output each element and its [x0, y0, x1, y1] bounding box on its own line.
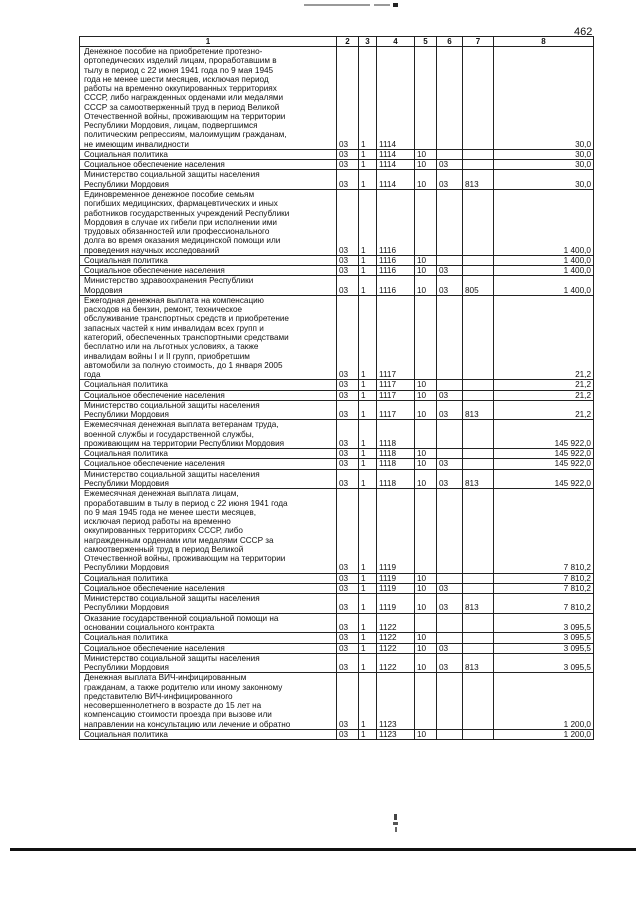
- row-amount: 1 400,0: [494, 255, 594, 265]
- row-col-3: 1: [359, 633, 377, 643]
- row-col-6: 03: [437, 276, 463, 296]
- row-col-6: [437, 420, 463, 449]
- row-col-7: 813: [463, 400, 494, 420]
- row-col-5: 10: [415, 390, 437, 400]
- row-col-7: [463, 489, 494, 573]
- page-bottom-rule: [10, 848, 636, 851]
- table-header-row: [80, 37, 594, 47]
- row-col-3: 1: [359, 489, 377, 573]
- row-col-4: 1116: [377, 276, 415, 296]
- table-row: [80, 643, 594, 653]
- row-col-5: [415, 489, 437, 573]
- row-col-5: [415, 190, 437, 256]
- row-col-7: [463, 255, 494, 265]
- row-amount: 21,2: [494, 295, 594, 379]
- row-col-7: [463, 380, 494, 390]
- row-description: Министерство социальной защиты населения Республики Мордовия: [80, 170, 337, 190]
- row-col-2: 03: [337, 255, 359, 265]
- row-col-5: [415, 47, 437, 150]
- row-description: Министерство социальной защиты населения Республики Мордовия: [80, 469, 337, 489]
- row-col-2: 03: [337, 469, 359, 489]
- row-col-7: [463, 613, 494, 633]
- row-col-6: [437, 255, 463, 265]
- row-amount: 1 400,0: [494, 276, 594, 296]
- row-description: Оказание государственной социальной помощи на основании социального контракта: [80, 613, 337, 633]
- row-col-4: 1114: [377, 47, 415, 150]
- row-description: Министерство социальной защиты населения Республики Мордовия: [80, 653, 337, 673]
- row-amount: 3 095,5: [494, 613, 594, 633]
- row-col-7: 813: [463, 594, 494, 614]
- row-col-3: 1: [359, 573, 377, 583]
- row-col-2: 03: [337, 489, 359, 573]
- row-col-3: 1: [359, 266, 377, 276]
- row-amount: 21,2: [494, 390, 594, 400]
- row-col-5: 10: [415, 380, 437, 390]
- row-col-7: 813: [463, 653, 494, 673]
- table-row: [80, 613, 594, 633]
- row-amount: 3 095,5: [494, 643, 594, 653]
- row-col-3: 1: [359, 190, 377, 256]
- row-description: Социальная политика: [80, 729, 337, 739]
- table-row: [80, 583, 594, 593]
- row-amount: 1 400,0: [494, 190, 594, 256]
- row-col-4: 1118: [377, 449, 415, 459]
- table-row: [80, 276, 594, 296]
- row-col-7: [463, 149, 494, 159]
- row-description: Социальная политика: [80, 633, 337, 643]
- row-col-4: 1123: [377, 729, 415, 739]
- row-col-3: 1: [359, 583, 377, 593]
- row-col-2: 03: [337, 643, 359, 653]
- row-col-2: 03: [337, 653, 359, 673]
- row-col-2: 03: [337, 390, 359, 400]
- row-col-3: 1: [359, 380, 377, 390]
- row-col-4: 1119: [377, 489, 415, 573]
- budget-table: [79, 36, 594, 740]
- row-col-2: 03: [337, 380, 359, 390]
- row-amount: 7 810,2: [494, 489, 594, 573]
- row-amount: 30,0: [494, 160, 594, 170]
- col-header-4: 4: [377, 37, 415, 47]
- row-col-5: [415, 420, 437, 449]
- row-amount: 145 922,0: [494, 469, 594, 489]
- row-col-7: [463, 266, 494, 276]
- row-col-5: 10: [415, 170, 437, 190]
- row-amount: 1 400,0: [494, 266, 594, 276]
- row-amount: 30,0: [494, 47, 594, 150]
- row-description: Социальная политика: [80, 380, 337, 390]
- row-col-3: 1: [359, 295, 377, 379]
- row-col-5: 10: [415, 160, 437, 170]
- row-description: Социальное обеспечение населения: [80, 583, 337, 593]
- row-col-6: 03: [437, 459, 463, 469]
- row-description: Социальное обеспечение населения: [80, 459, 337, 469]
- row-col-6: [437, 47, 463, 150]
- row-col-4: 1119: [377, 583, 415, 593]
- row-col-7: [463, 583, 494, 593]
- row-col-3: 1: [359, 613, 377, 633]
- row-col-3: 1: [359, 469, 377, 489]
- row-col-3: 1: [359, 673, 377, 730]
- row-description: Министерство социальной защиты населения Республики Мордовия: [80, 594, 337, 614]
- row-col-5: 10: [415, 449, 437, 459]
- table-row: [80, 380, 594, 390]
- row-col-4: 1117: [377, 390, 415, 400]
- row-description: Социальная политика: [80, 255, 337, 265]
- table-row: [80, 47, 594, 150]
- page-number: 462: [574, 26, 593, 38]
- row-col-4: 1117: [377, 400, 415, 420]
- row-col-7: 813: [463, 469, 494, 489]
- row-col-5: 10: [415, 643, 437, 653]
- row-col-6: [437, 380, 463, 390]
- row-col-7: [463, 295, 494, 379]
- row-col-6: 03: [437, 170, 463, 190]
- row-col-4: 1122: [377, 613, 415, 633]
- row-col-5: 10: [415, 400, 437, 420]
- row-col-6: 03: [437, 400, 463, 420]
- row-col-5: [415, 295, 437, 379]
- row-description: Министерство здравоохранения Республики Мордовия: [80, 276, 337, 296]
- row-col-3: 1: [359, 459, 377, 469]
- table-row: [80, 459, 594, 469]
- row-amount: 145 922,0: [494, 449, 594, 459]
- row-col-2: 03: [337, 276, 359, 296]
- row-amount: 1 200,0: [494, 729, 594, 739]
- row-col-7: [463, 390, 494, 400]
- row-amount: 30,0: [494, 149, 594, 159]
- row-col-6: 03: [437, 583, 463, 593]
- row-col-2: 03: [337, 295, 359, 379]
- table-row: [80, 489, 594, 573]
- row-amount: 30,0: [494, 170, 594, 190]
- row-col-7: [463, 190, 494, 256]
- row-col-2: 03: [337, 673, 359, 730]
- row-col-4: 1119: [377, 594, 415, 614]
- table-row: [80, 594, 594, 614]
- table-row: [80, 170, 594, 190]
- row-col-4: 1119: [377, 573, 415, 583]
- row-col-3: 1: [359, 594, 377, 614]
- row-description: Ежемесячная денежная выплата ветеранам труда, военной службы и государственной службы, проживающим на территории Республики Мордовия: [80, 420, 337, 449]
- row-col-2: 03: [337, 613, 359, 633]
- table-row: [80, 160, 594, 170]
- row-col-5: [415, 673, 437, 730]
- row-description: Министерство социальной защиты населения Республики Мордовия: [80, 400, 337, 420]
- row-col-3: 1: [359, 255, 377, 265]
- row-col-4: 1118: [377, 469, 415, 489]
- row-col-4: 1122: [377, 643, 415, 653]
- row-col-7: [463, 47, 494, 150]
- table-row: [80, 190, 594, 256]
- col-header-8: 8: [494, 37, 594, 47]
- row-col-5: 10: [415, 573, 437, 583]
- row-amount: 3 095,5: [494, 653, 594, 673]
- row-amount: 7 810,2: [494, 573, 594, 583]
- row-col-3: 1: [359, 643, 377, 653]
- table-row: [80, 149, 594, 159]
- row-col-7: [463, 729, 494, 739]
- row-description: Денежная выплата ВИЧ-инфицированным гражданам, а также родителю или иному законному представителю ВИЧ-инфицированного несовершеннолетнего в возрасте до 15 лет на компенсацию стоимости проезда при вызове или направлении на консультацию или лечение и обратно: [80, 673, 337, 730]
- row-col-4: 1123: [377, 673, 415, 730]
- scan-header-mark: [300, 2, 410, 8]
- row-col-7: [463, 420, 494, 449]
- row-col-5: 10: [415, 276, 437, 296]
- row-col-7: [463, 673, 494, 730]
- table-row: [80, 266, 594, 276]
- row-col-4: 1117: [377, 380, 415, 390]
- row-description: Социальное обеспечение населения: [80, 266, 337, 276]
- table-row: [80, 573, 594, 583]
- row-col-2: 03: [337, 400, 359, 420]
- row-col-6: 03: [437, 643, 463, 653]
- table-row: [80, 633, 594, 643]
- row-col-3: 1: [359, 276, 377, 296]
- row-col-2: 03: [337, 729, 359, 739]
- row-description: Социальная политика: [80, 149, 337, 159]
- row-col-2: 03: [337, 170, 359, 190]
- col-header-7: 7: [463, 37, 494, 47]
- row-col-5: 10: [415, 469, 437, 489]
- row-col-2: 03: [337, 633, 359, 643]
- row-col-3: 1: [359, 449, 377, 459]
- row-amount: 145 922,0: [494, 459, 594, 469]
- row-amount: 21,2: [494, 400, 594, 420]
- row-description: Ежемесячная денежная выплата лицам, проработавшим в тылу в период с 22 июня 1941 года по 9 мая 1945 года не менее шести месяцев, исключая период работы на временно оккупированных территориях СССР, либо награжденным орденами или медалями СССР за самоотверженный труд в период Великой Отечественной войны, проживающим на территории Республики Мордовия: [80, 489, 337, 573]
- row-col-6: 03: [437, 266, 463, 276]
- row-col-5: 10: [415, 729, 437, 739]
- row-col-7: [463, 160, 494, 170]
- row-col-2: 03: [337, 160, 359, 170]
- row-col-5: 10: [415, 266, 437, 276]
- col-header-3: 3: [359, 37, 377, 47]
- row-amount: 7 810,2: [494, 594, 594, 614]
- col-header-6: 6: [437, 37, 463, 47]
- row-col-3: 1: [359, 47, 377, 150]
- row-description: Социальное обеспечение населения: [80, 390, 337, 400]
- table-row: [80, 653, 594, 673]
- row-col-2: 03: [337, 149, 359, 159]
- row-col-2: 03: [337, 420, 359, 449]
- table-row: [80, 449, 594, 459]
- row-col-3: 1: [359, 160, 377, 170]
- table-row: [80, 400, 594, 420]
- row-col-6: [437, 613, 463, 633]
- row-col-6: [437, 190, 463, 256]
- table-body: [80, 47, 594, 740]
- row-description: Единовременное денежное пособие семьям погибших медицинских, фармацевтических и иных работников государственных учреждений Республики Мордовия в случае их гибели при исполнении ими трудовых обязанностей или профессионального долга во время оказания медицинской помощи или проведения научных исследований: [80, 190, 337, 256]
- row-col-6: [437, 633, 463, 643]
- row-col-4: 1122: [377, 653, 415, 673]
- row-amount: 7 810,2: [494, 583, 594, 593]
- row-col-6: [437, 489, 463, 573]
- col-header-2: 2: [337, 37, 359, 47]
- row-col-7: [463, 449, 494, 459]
- row-col-4: 1117: [377, 295, 415, 379]
- row-col-5: [415, 613, 437, 633]
- row-description: Социальная политика: [80, 449, 337, 459]
- row-col-6: 03: [437, 653, 463, 673]
- row-col-4: 1116: [377, 255, 415, 265]
- row-col-3: 1: [359, 729, 377, 739]
- row-col-6: [437, 149, 463, 159]
- row-description: Ежегодная денежная выплата на компенсацию расходов на бензин, ремонт, техническое обслуживание транспортных средств и приобретение запасных частей к ним инвалидам всех групп и категорий, обеспеченных транспортными средствами бесплатно или на льготных условиях, а также инвалидам войны I и II групп, приобретшим автомобили за полную стоимость, до 1 января 2005 года: [80, 295, 337, 379]
- table-row: [80, 390, 594, 400]
- row-col-5: 10: [415, 633, 437, 643]
- row-amount: 1 200,0: [494, 673, 594, 730]
- row-col-5: 10: [415, 594, 437, 614]
- row-col-4: 1116: [377, 266, 415, 276]
- row-col-2: 03: [337, 459, 359, 469]
- row-amount: 145 922,0: [494, 420, 594, 449]
- row-col-2: 03: [337, 573, 359, 583]
- col-header-5: 5: [415, 37, 437, 47]
- row-amount: 3 095,5: [494, 633, 594, 643]
- row-col-4: 1116: [377, 190, 415, 256]
- row-amount: 21,2: [494, 380, 594, 390]
- row-col-7: [463, 459, 494, 469]
- row-col-5: 10: [415, 255, 437, 265]
- scan-artifact-mark: [392, 814, 400, 832]
- row-description: Денежное пособие на приобретение протезно- ортопедических изделий лицам, проработавшим в тылу в период с 22 июня 1941 года по 9 мая 1945 года не менее шести месяцев, исключая период работы на временно оккупированных территориях СССР, либо награжденных орденами или медалями СССР за самоотверженный труд в период Великой Отечественной войны, проживающим на территории Республики Мордовия, лицам, подвергшимся политическим репрессиям, малоимущим гражданам, не имеющим инвалидности: [80, 47, 337, 150]
- row-col-6: [437, 449, 463, 459]
- table-row: [80, 673, 594, 730]
- row-col-3: 1: [359, 149, 377, 159]
- row-col-3: 1: [359, 170, 377, 190]
- row-col-3: 1: [359, 653, 377, 673]
- row-col-6: [437, 295, 463, 379]
- row-col-7: 813: [463, 170, 494, 190]
- row-col-5: 10: [415, 459, 437, 469]
- row-col-4: 1118: [377, 459, 415, 469]
- table-row: [80, 729, 594, 739]
- row-col-2: 03: [337, 449, 359, 459]
- row-col-3: 1: [359, 400, 377, 420]
- row-col-6: [437, 573, 463, 583]
- col-header-1: 1: [80, 37, 337, 47]
- row-description: Социальное обеспечение населения: [80, 643, 337, 653]
- row-col-6: [437, 673, 463, 730]
- row-col-5: 10: [415, 149, 437, 159]
- row-col-7: 805: [463, 276, 494, 296]
- row-col-4: 1122: [377, 633, 415, 643]
- row-col-6: 03: [437, 390, 463, 400]
- table-row: [80, 295, 594, 379]
- row-col-7: [463, 633, 494, 643]
- row-col-5: 10: [415, 653, 437, 673]
- row-description: Социальное обеспечение населения: [80, 160, 337, 170]
- row-col-2: 03: [337, 594, 359, 614]
- row-col-2: 03: [337, 583, 359, 593]
- row-col-2: 03: [337, 266, 359, 276]
- row-col-6: 03: [437, 469, 463, 489]
- table-row: [80, 255, 594, 265]
- row-col-7: [463, 643, 494, 653]
- row-col-4: 1118: [377, 420, 415, 449]
- row-col-3: 1: [359, 420, 377, 449]
- row-col-7: [463, 573, 494, 583]
- row-col-6: 03: [437, 160, 463, 170]
- table-row: [80, 420, 594, 449]
- table-row: [80, 469, 594, 489]
- row-col-5: 10: [415, 583, 437, 593]
- row-col-2: 03: [337, 47, 359, 150]
- row-description: Социальная политика: [80, 573, 337, 583]
- row-col-3: 1: [359, 390, 377, 400]
- row-col-6: 03: [437, 594, 463, 614]
- row-col-6: [437, 729, 463, 739]
- row-col-4: 1114: [377, 170, 415, 190]
- row-col-4: 1114: [377, 149, 415, 159]
- row-col-4: 1114: [377, 160, 415, 170]
- row-col-2: 03: [337, 190, 359, 256]
